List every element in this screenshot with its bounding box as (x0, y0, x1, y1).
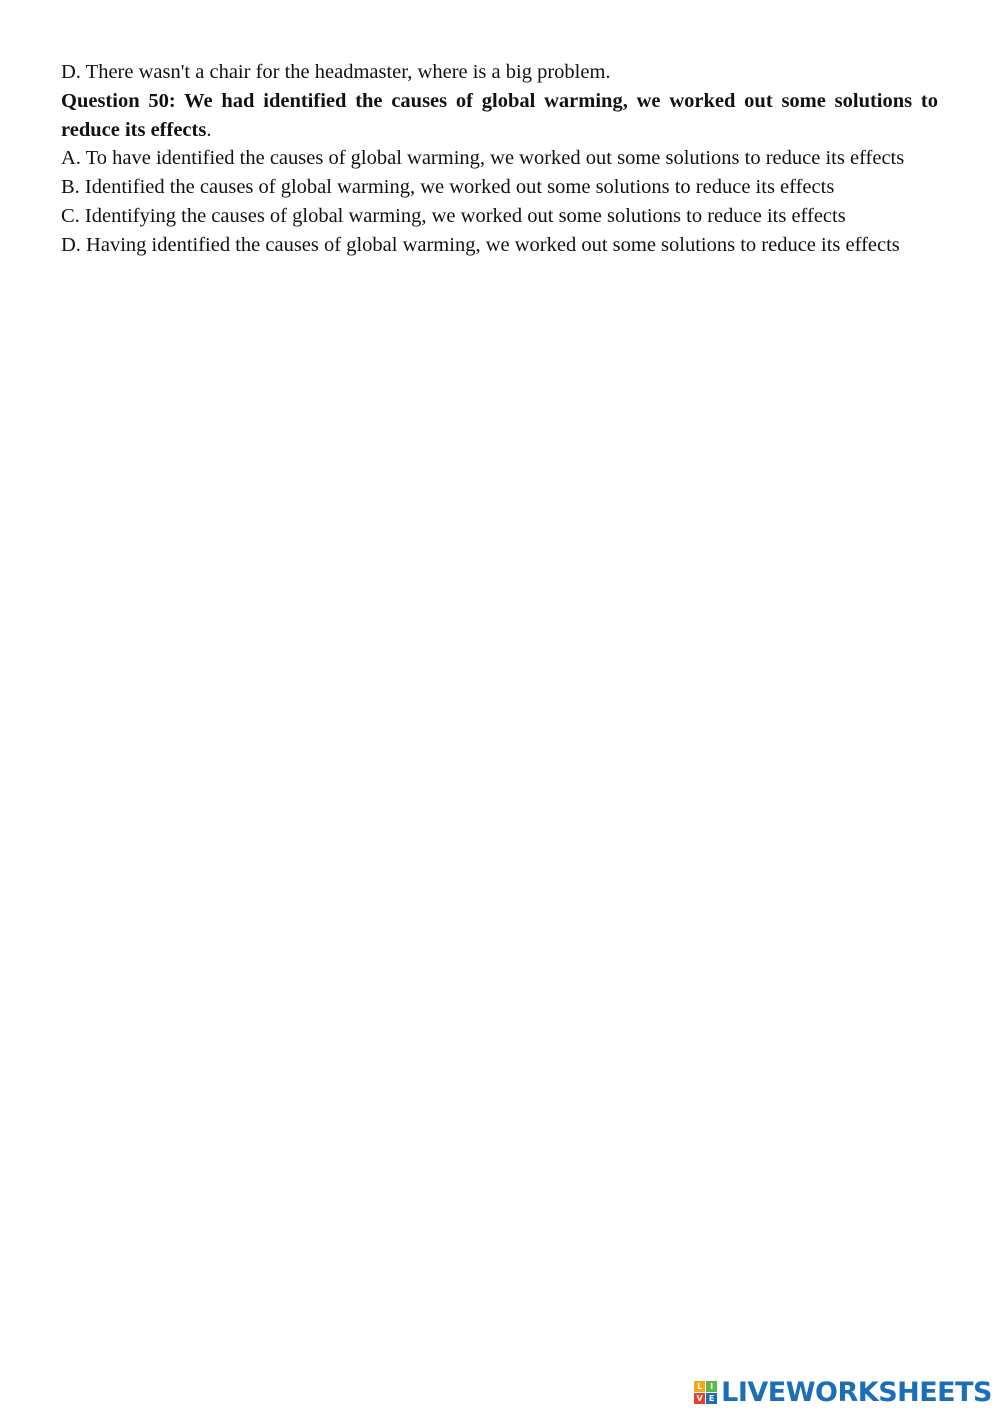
option-d: D. Having identified the causes of global warming, we worked out some solutions to reduce its effects (61, 233, 900, 256)
question-end-punct: . (206, 118, 212, 141)
logo-tile-e: E (706, 1393, 717, 1404)
question-text: Question 50: We had identified the causes of global warming, we worked out some solutions to reduce its effects (61, 89, 938, 141)
liveworksheets-logo (694, 1375, 992, 1409)
logo-tile-i: I (706, 1381, 717, 1392)
liveworksheets-logo-icon (694, 1381, 717, 1404)
logo-tile-v: V (694, 1393, 705, 1404)
question-50 (61, 87, 938, 145)
logo-tile-l: L (694, 1381, 705, 1392)
option-c: C. Identifying the causes of global warming, we worked out some solutions to reduce its effects (61, 204, 846, 227)
option-a: A. To have identified the causes of global warming, we worked out some solutions to reduce its effects (61, 147, 905, 170)
liveworksheets-logo-text: LIVEWORKSHEETS (721, 1376, 992, 1408)
previous-option-d: D. There wasn't a chair for the headmaster, where is a big problem. (61, 61, 611, 83)
option-b: B. Identified the causes of global warming, we worked out some solutions to reduce its effects (61, 176, 835, 199)
worksheet-content (61, 58, 938, 260)
